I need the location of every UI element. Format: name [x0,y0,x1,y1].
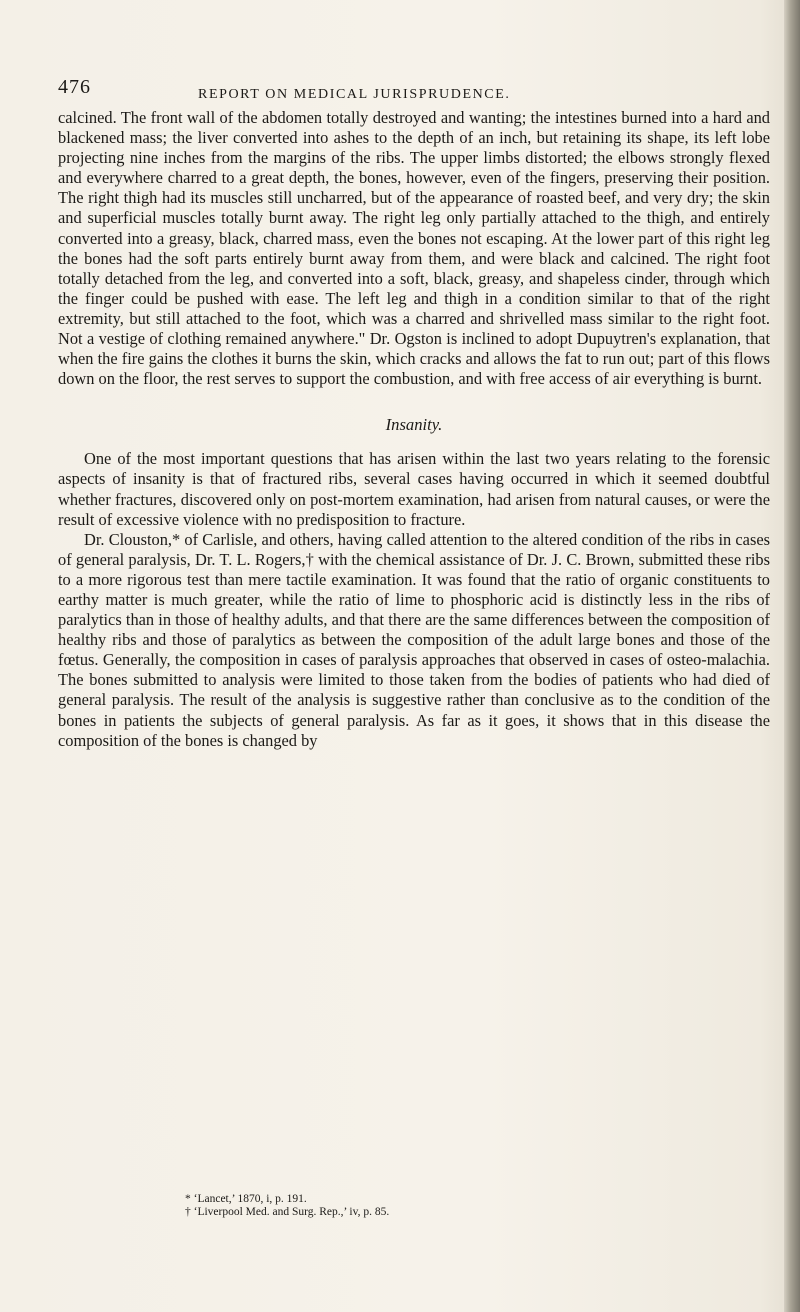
footnote-liverpool: † ‘Liverpool Med. and Surg. Rep.,’ iv, p. 85. [185,1206,390,1218]
page-header [58,76,778,104]
footnote-lancet: * ‘Lancet,’ 1870, i, p. 191. [185,1193,307,1205]
section-heading: Insanity. [385,415,443,435]
paragraph-clouston: Dr. Clouston,* of Carlisle, and others, having called attention to the altered condition of the ribs in cases of general paralysis, Dr. T. L. Rogers,† with the chemical assistance of Dr. J. C. Brown, submitted these ribs to a more rigorous test than mere tactile examination. It was found that the ratio of organic constituents to earthy matter is much greater, while the ratio of lime to phosphoric acid is distinctly less in the ribs of paralytics than in those of healthy adults, and that there are the same differences between the composition of healthy ribs and those of paralytics as between the composition of the adult large bones and those of the fœtus. Generally, the composition in cases of paralysis approaches that observed in cases of osteo-malachia. The bones submitted to analysis were limited to those taken from the bodies of patients who had died of general paralysis. The result of the analysis is suggestive rather than conclusive as to the condition of the bones in patients the subjects of general paralysis. As far as it goes, it shows that in this disease the composition of the bones is changed by [58,529,770,750]
page-number: 476 [58,76,91,98]
body-text [58,108,770,751]
footnotes [185,1193,745,1219]
paragraph-continuation: calcined. The front wall of the abdomen totally destroyed and wanting; the intestines burned into a hard and blackened mass; the liver converted into ashes to the depth of an inch, but retaining its shape, its left lobe projecting nine inches from the margins of the ribs. The upper limbs distorted; the elbows strongly flexed and everywhere charred to a great depth, the bones, however, even of the fingers, preserving their position. The right thigh had its muscles still uncharred, but of the appearance of roasted beef, and very dry; the skin and superficial muscles totally burnt away. The right leg only partially attached to the thigh, and entirely converted into a greasy, black, charred mass, even the bones not escaping. At the lower part of this right leg the bones had the soft parts entirely burnt away from them, and were black and calcined. The right foot totally detached from the leg, and converted into a soft, black, greasy, and shapeless cinder, through which the finger could be pushed with ease. The left leg and thigh in a condition similar to that of the right extremity, but still attached to the foot, which was a charred and shrivelled mass similar to the right foot. Not a vestige of clothing remained anywhere." Dr. Ogston is inclined to adopt Dupuytren's explanation, that when the fire gains the clothes it burns the skin, which cracks and allows the fat to run out; part of this flows down on the floor, the rest serves to support the combustion, and with free access of air everything is burnt. [58,108,770,389]
paragraph-fractured-ribs: One of the most important questions that has arisen within the last two years relating to the forensic aspects of insanity is that of fractured ribs, several cases having occurred in which it seemed doubtful whether fractures, discovered only on post-mortem examination, had arisen from natural causes, or were the result of excessive violence with no predisposition to fracture. [58,449,770,529]
page-edge [784,0,800,1312]
running-head: REPORT ON MEDICAL JURISPRUDENCE. [198,87,511,102]
